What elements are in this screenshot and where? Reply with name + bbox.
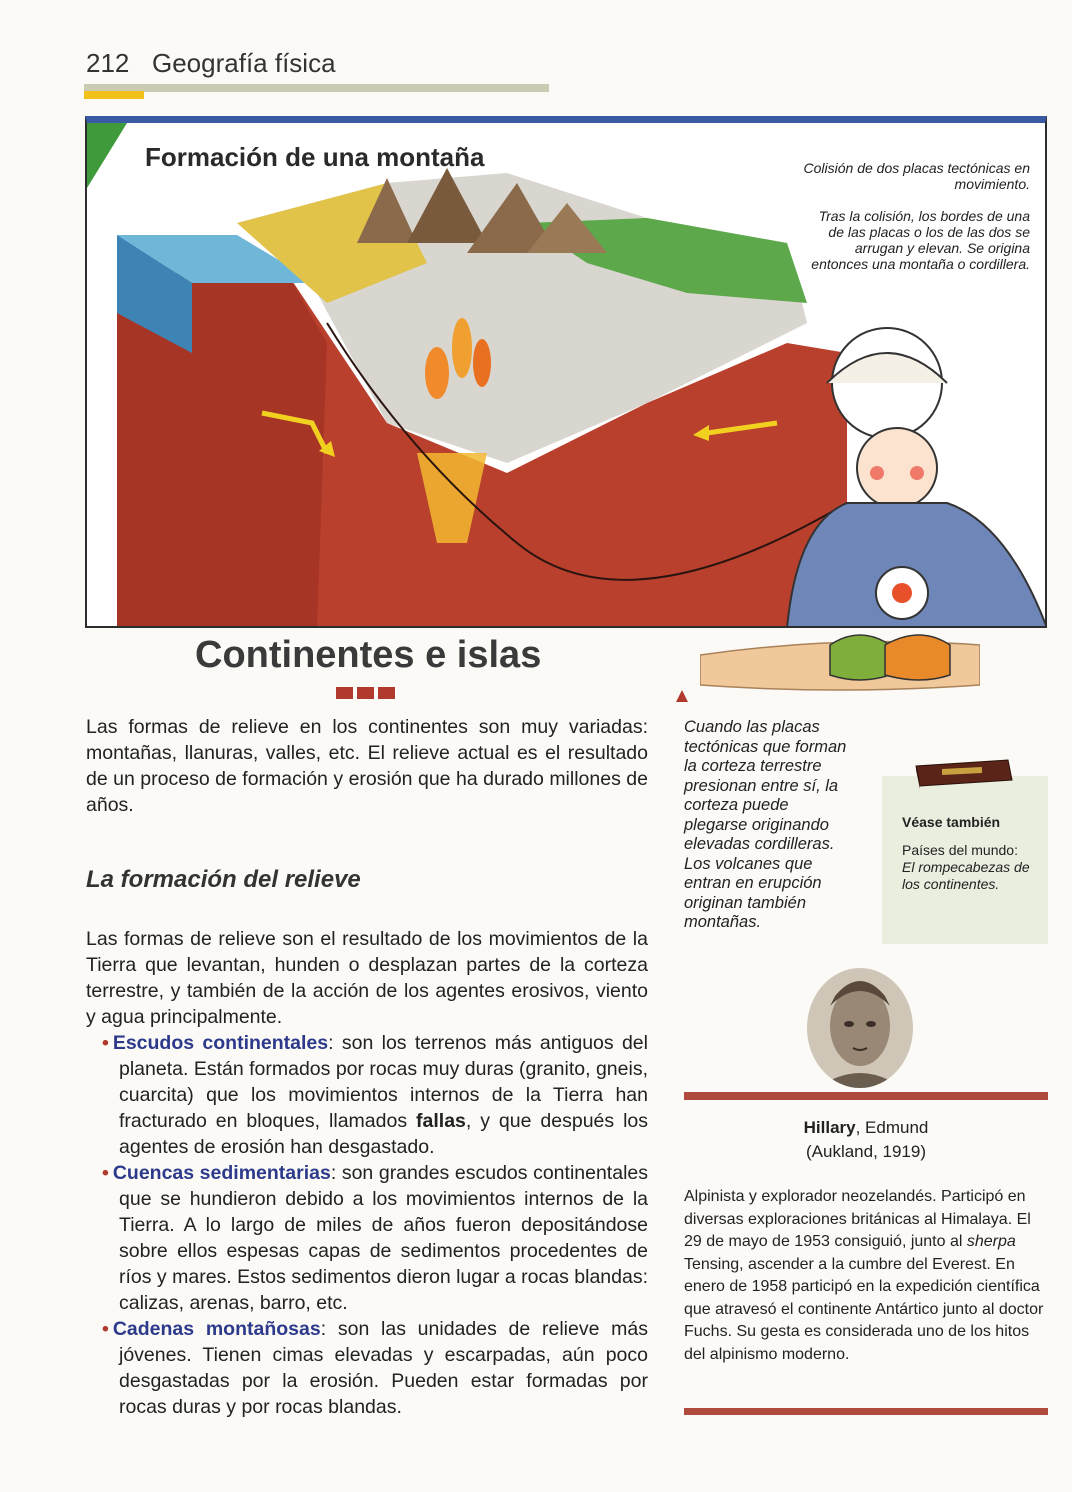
bullet-text: : son grandes escudos continentales que se hundieron debido a los movimientos internos de la Tierra. A lo largo de miles de años fueron depositándose sobre ellos espesas capas de sedimentos procedentes de ríos y mares. Estos sedimentos dieron lugar a rocas blandas: calizas, arenas, barro, etc.: [119, 1162, 648, 1314]
bullet-dot: •: [102, 1162, 109, 1184]
bio-rule-bottom: [684, 1408, 1048, 1415]
bullet-dot: •: [102, 1318, 109, 1340]
bullet-text: : son las unidades de relieve más jóvenes. Tienen cimas elevadas y escarpadas, aún poco desgastadas por la erosión. Pueden estar formadas por rocas duras y por rocas blandas.: [119, 1318, 648, 1418]
bullet-dot: •: [102, 1032, 109, 1054]
bullet-text: : son los terrenos más antiguos del planeta. Están formados por rocas muy duras (granito, gneis, cuarcita) que los movimientos internos de la Tierra han fracturado en bloques, llamados: [119, 1032, 648, 1132]
title-ornament: [336, 686, 399, 704]
bio-surname: Hillary: [803, 1118, 856, 1137]
page-number: 212: [86, 48, 130, 78]
book-icon: [912, 756, 1016, 790]
running-head: Geografía física: [152, 48, 336, 78]
bio-text-end: Tensing, ascender a la cumbre del Everest. En enero de 1958 participó en la expedición científica que atravesó el continente Antártico junto al doctor Fuchs. Su gesta es considerada uno de los hitos del alpinismo moderno.: [684, 1255, 1044, 1363]
see-also-reference[interactable]: [902, 842, 1042, 893]
subheading: La formación del relieve: [86, 866, 361, 893]
portrait-photo: [805, 966, 915, 1090]
section-title: Continentes e islas: [195, 634, 542, 676]
intro-paragraph: Las formas de relieve en los continentes son muy variadas: montañas, llanuras, valles, etc. El relieve actual es el resultado de un proceso de formación y erosión que ha durado millones de años.: [86, 716, 648, 816]
figure-title: Formación de una montaña: [145, 142, 485, 172]
see-also-book: Países del mundo:: [902, 842, 1018, 858]
bullet-mountain-chains: [102, 1316, 648, 1420]
figure-caption-folding: Tras la colisión, los bordes de una de las placas o los de las dos se arrugan y elevan. Se origina entonces una montaña o cordillera.: [811, 208, 1030, 272]
header-accent-bar: [84, 91, 144, 99]
bullet-term: Escudos continentales: [112, 1032, 329, 1054]
mountain-formation-illustration: [85, 116, 1047, 628]
desk-with-clay-illustration: [700, 615, 980, 695]
bullet-term: Cuencas sedimentarias: [112, 1162, 331, 1184]
bio-rule-top: [684, 1092, 1048, 1100]
bullet-bold-word: fallas: [416, 1110, 466, 1132]
bullet-term: Cadenas montañosas: [112, 1318, 321, 1340]
tectonic-collision-diagram: [87, 123, 1047, 628]
caption-pointer-icon: [676, 690, 688, 702]
figure-caption-collision: Colisión de dos placas tectónicas en movimiento.: [803, 160, 1030, 192]
bullet-text-end: , y que después los agentes de erosión han desgastado.: [119, 1110, 649, 1158]
bio-heading: [684, 1116, 1048, 1164]
see-also-title: Véase también: [902, 814, 1001, 830]
bio-text-italic: sherpa: [966, 1233, 1016, 1250]
bullet-sedimentary-basins: [102, 1160, 648, 1316]
side-caption: Cuando las placas tectónicas que forman la corteza terrestre presionan entre sí, la corteza puede plegarse originando elevadas cordilleras. Los volcanes que entran en erupción originan también montañas.: [684, 718, 847, 931]
bio-given-name: , Edmund: [855, 1118, 929, 1137]
header-rule: [84, 84, 549, 92]
bio-origin: (Aukland, 1919): [805, 1142, 927, 1161]
bio-text-start: Alpinista y explorador neozelandés. Participó en diversas exploraciones británicas al Himalaya. El 29 de mayo de 1953 consiguió, junto al: [684, 1188, 1031, 1250]
relief-paragraph: Las formas de relieve son el resultado de los movimientos de la Tierra que levantan, hunden o desplazan partes de la corteza terrestre, y también de la acción de los agentes erosivos, viento y agua principalmente.: [86, 928, 648, 1028]
see-also-chapter: El rompecabezas de los continentes.: [902, 859, 1030, 892]
bullet-continental-shields: [102, 1030, 648, 1160]
bio-text: [684, 1186, 1048, 1366]
